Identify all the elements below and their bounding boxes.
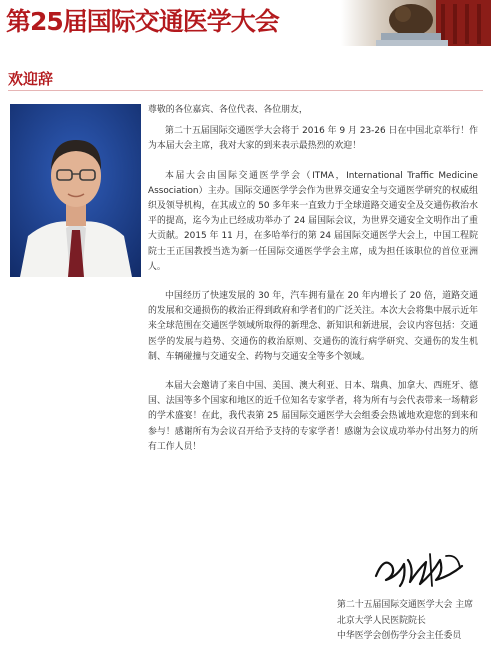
signer-title-line: 中华医学会创伤学分会主任委员 [337, 631, 462, 641]
letter-paragraph: 本届大会由国际交通医学学会（ITMA，International Traffic Medicine Association）主办。国际交通医学学会作为世界交通安全与交通医学研究的权威组织及领导机构，在其成立的 50 多年来一直致力于全球道路交通安全及交通伤救治水平的提高，迄今为止已经成功举办了 24 届国际会议，为世界交通安全文明作出了重大贡献。2015 年 11 月，在多哈举行的第 24 届国际交通医学大会上，中国工程院院士王正国教授当选为新一任国际交通医学学会主席，成为担任该职位的首位亚洲人。 [148, 170, 478, 272]
handwritten-signature [370, 546, 470, 592]
section-title: 欢迎辞 [8, 70, 54, 88]
signer-title-line: 第二十五届国际交通医学大会 主席 [337, 600, 473, 610]
welcome-letter [148, 103, 478, 469]
signer-title-line: 北京大学人民医院院长 [337, 615, 426, 626]
letter-salutation: 尊敬的各位嘉宾、各位代表、各位朋友， [148, 105, 308, 115]
letter-paragraph: 中国经历了快速发展的 30 年，汽车拥有量在 20 年内增长了 20 倍，道路交通的发展和交通损伤的救治正得到政府和学者们的广泛关注。本次大会将集中展示近年来全球范围在交通医学领域所取得的新理念、新知识和新进展，会议内容包括：交通医学的发展与趋势、交通伤的救治原则、交通伤的流行病学研究、交通伤的发生机制、车辆碰撞与交通安全、药物与交通安全等多个领域。 [148, 291, 478, 362]
conference-title: 第25届国际交通医学大会 [6, 7, 279, 36]
letter-paragraph: 第二十五届国际交通医学大会将于 2016 年 9 月 23-26 日在中国北京举行！作为本届大会主席，我对大家的到来表示最热烈的欢迎！ [148, 126, 478, 152]
signature-block [337, 598, 473, 645]
speaker-portrait [10, 104, 141, 277]
letter-paragraph: 本届大会邀请了来自中国、美国、澳大利亚、日本、瑞典、加拿大、西班牙、德国、法国等多个国家和地区的近千位知名专家学者，将为所有与会代表带来一场精彩的学术盛宴！在此，我代表第 25 届国际交通医学大会组委会热诚地欢迎您的到来和参与！感谢所有为会议召开给予支持的专家学者！感谢为会议成功举办付出努力的所有工作人员！ [148, 381, 478, 452]
section-divider [8, 90, 483, 91]
palace-lion-illustration [341, 0, 491, 46]
header-banner [0, 0, 491, 46]
